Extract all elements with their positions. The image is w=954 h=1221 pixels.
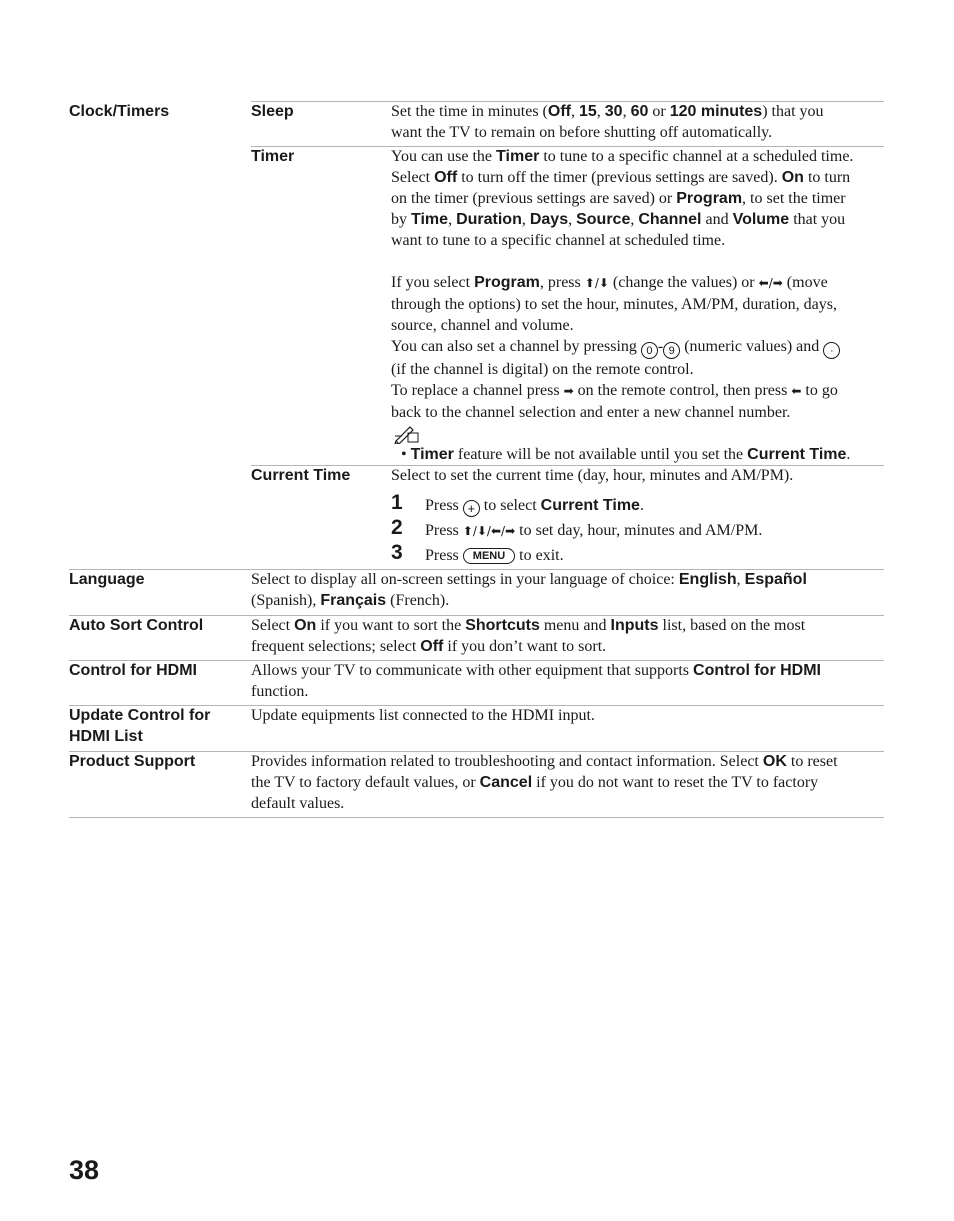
product-support-line-1: Provides information related to troubleshooting and contact information. Select OK to reset (251, 753, 838, 770)
language-line-2: (Spanish), Français (French). (251, 592, 450, 609)
timer-note: • Timer feature will be not available until you set the Current Time. (401, 446, 851, 463)
auto-sort-description (251, 615, 891, 657)
right-arrow-icon: ➡ (563, 384, 574, 398)
note-pencil-icon (394, 424, 420, 444)
sleep-line-2: want the TV to remain on before shutting off automatically. (391, 124, 773, 141)
row-label-clock-timers: Clock/Timers (69, 103, 170, 120)
auto-sort-line-2: frequent selections; select Off if you don’t want to sort. (251, 638, 607, 655)
control-hdmi-description (251, 660, 891, 702)
dot-button-icon: · (823, 342, 840, 359)
button-0-icon: 0 (641, 342, 658, 359)
step-3-number: 3 (391, 541, 403, 564)
product-support-description (251, 751, 891, 814)
up-down-arrow-icon: ⬆/⬇ (584, 276, 609, 290)
left-right-arrow-icon: ⬅/➡ (758, 276, 783, 290)
row-label-update-control (69, 705, 210, 747)
timer-line-3: on the timer (previous settings are saved) or Program, to set the timer (391, 190, 846, 207)
product-support-line-3: default values. (251, 795, 345, 812)
button-9-icon: 9 (663, 342, 680, 359)
timer-p2-line-7: back to the channel selection and enter a new channel number. (391, 404, 791, 421)
auto-sort-line-1: Select On if you want to sort the Shortcuts menu and Inputs list, based on the most (251, 617, 806, 634)
step-1-number: 1 (391, 491, 403, 514)
timer-line-5: want to tune to a specific channel at scheduled time. (391, 232, 726, 249)
language-description (251, 569, 891, 611)
four-direction-arrows-icon: ⬆/⬇/⬅/➡ (462, 524, 516, 538)
menu-button-icon: MENU (463, 548, 515, 564)
update-control-label-line-2: HDMI List (69, 728, 143, 745)
row-label-control-hdmi: Control for HDMI (69, 662, 197, 679)
timer-p2-line-3: source, channel and volume. (391, 317, 574, 334)
step-1-text: Press + to select Current Time. (425, 497, 644, 516)
row-label-language: Language (69, 571, 145, 588)
timer-line-4: by Time, Duration, Days, Source, Channel and Volume that you (391, 211, 846, 228)
timer-description (391, 146, 886, 465)
update-control-label-line-1: Update Control for (69, 707, 211, 724)
timer-p2-line-4: You can also set a channel by pressing 0 - 9 (numeric values) and · (391, 336, 886, 359)
update-control-description: Update equipments list connected to the HDMI input. (251, 707, 595, 724)
joystick-center-icon: + (463, 500, 480, 517)
timer-p2-line-5: (if the channel is digital) on the remote control. (391, 361, 694, 378)
left-arrow-icon: ⬅ (791, 384, 802, 398)
step-3-text: Press MENU to exit. (425, 547, 564, 564)
current-time-description: Select to set the current time (day, hour, minutes and AM/PM). (391, 467, 794, 484)
step-2-text: Press ⬆/⬇/⬅/➡ to set day, hour, minutes and AM/PM. (425, 522, 763, 539)
timer-p2-line-2: through the options) to set the hour, minutes, AM/PM, duration, days, (391, 296, 837, 313)
rule-bottom (69, 817, 884, 818)
sleep-line-1: Set the time in minutes (Off, 15, 30, 60 or 120 minutes) that you (391, 103, 824, 120)
timer-line-2: Select Off to turn off the timer (previous settings are saved). On to turn (391, 169, 851, 186)
row-label-auto-sort: Auto Sort Control (69, 617, 204, 634)
timer-p2-line-1: If you select Program, press ⬆/⬇ (change the values) or ⬅/➡ (move (391, 274, 828, 291)
timer-p2-line-6: To replace a channel press ➡ on the remote control, then press ⬅ to go (391, 382, 838, 399)
sub-label-timer: Timer (251, 148, 295, 165)
step-2-number: 2 (391, 516, 403, 539)
page-number: 38 (69, 1155, 100, 1185)
control-hdmi-line-2: function. (251, 683, 309, 700)
sub-label-current-time: Current Time (251, 467, 351, 484)
control-hdmi-line-1: Allows your TV to communicate with other equipment that supports Control for HDMI (251, 662, 821, 679)
timer-line-1: You can use the Timer to tune to a specific channel at a scheduled time. (391, 148, 854, 165)
sub-label-sleep: Sleep (251, 103, 294, 120)
product-support-line-2: the TV to factory default values, or Cancel if you do not want to reset the TV to factory (251, 774, 819, 791)
sleep-description (391, 101, 886, 143)
language-line-1: Select to display all on-screen settings in your language of choice: English, Español (251, 571, 807, 588)
row-label-product-support: Product Support (69, 753, 196, 770)
